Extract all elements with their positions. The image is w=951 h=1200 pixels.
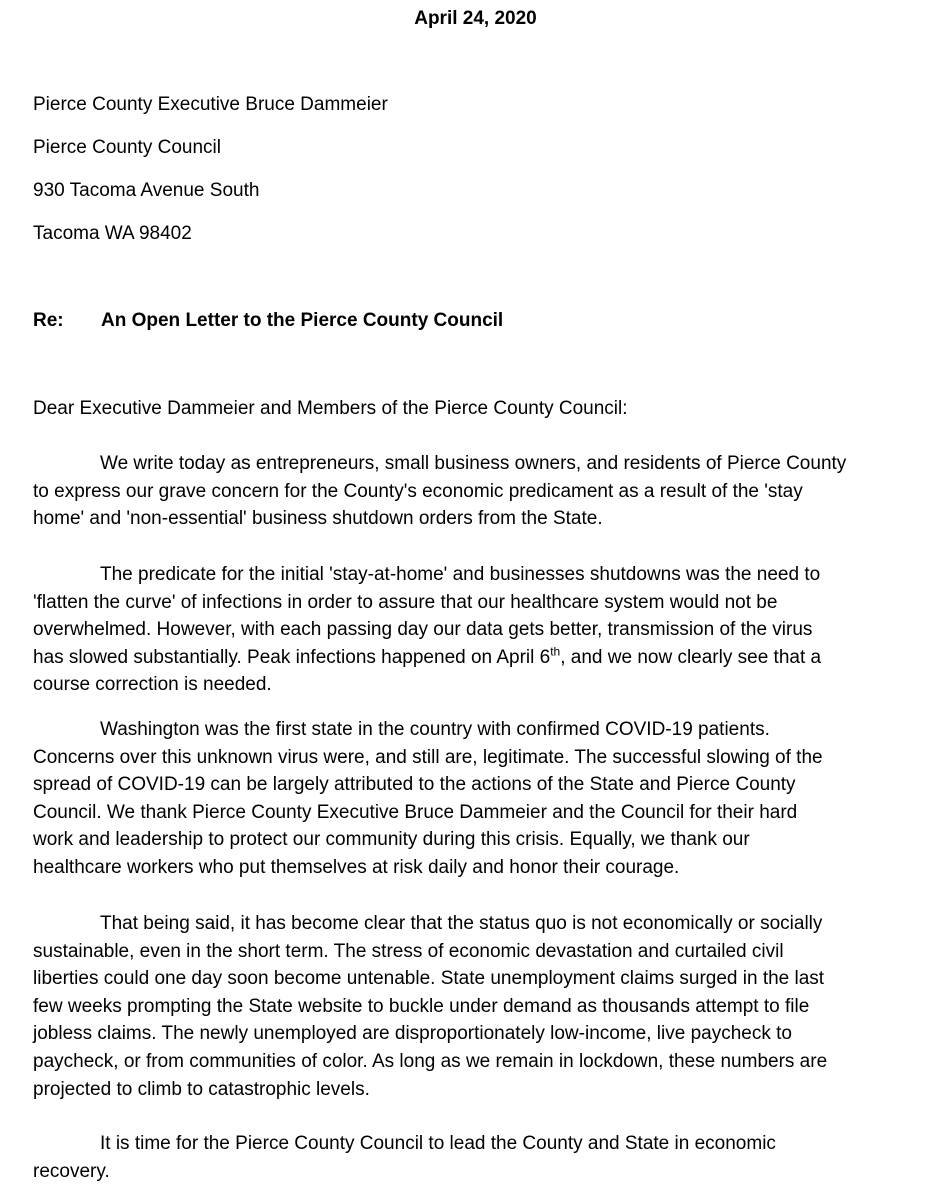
address-line-1: Pierce County Executive Bruce Dammeier	[33, 94, 388, 115]
address-line-4: Tacoma WA 98402	[33, 223, 192, 244]
paragraph-2-superscript: th	[550, 644, 561, 659]
paragraph-3: Washington was the first state in the country with confirmed COVID-19 patients. Concerns over this unknown virus were, and still are, legitimate. The successful slowing of the spread of COVID-19 can be largely attributed to the actions of the State and Pierce County Council. We thank Pierce County Executive Bruce Dammeier and the Council for their hard work and leadership to protect our community during this crisis. Equally, we thank our healthcare workers who put themselves at risk daily and honor their courage.	[33, 719, 823, 878]
address-line-2: Pierce County Council	[33, 137, 221, 158]
paragraph-1: We write today as entrepreneurs, small business owners, and residents of Pierce County to express our grave concern for the County's economic predicament as a result of the 'stay home' and 'non-essential' business shutdown orders from the State.	[33, 453, 847, 530]
paragraph-5: It is time for the Pierce County Council to lead the County and State in economic recovery.	[33, 1133, 776, 1182]
paragraph-2	[33, 561, 913, 699]
letter-date: April 24, 2020	[414, 8, 537, 29]
address-line-3: 930 Tacoma Avenue South	[33, 180, 260, 201]
salutation: Dear Executive Dammeier and Members of the Pierce County Council:	[33, 398, 628, 419]
paragraph-2-text-after: , and we now clearly see that a course correction is needed.	[33, 646, 822, 696]
paragraph-2-text-before: The predicate for the initial 'stay-at-home' and businesses shutdowns was the need to 'flatten the curve' of infections in order to assure that our healthcare system would not be overwhelmed. However, with each passing day our data gets better, transmission of the virus has slowed substantially. Peak infections happened on April 6	[33, 564, 821, 668]
re-subject: An Open Letter to the Pierce County Council	[101, 310, 504, 331]
re-label: Re:	[33, 310, 64, 331]
paragraph-4: That being said, it has become clear that the status quo is not economically or socially sustainable, even in the short term. The stress of economic devastation and curtailed civil liberties could one day soon become untenable. State unemployment claims surged in the last few weeks prompting the State website to buckle under demand as thousands attempt to file jobless claims. The newly unemployed are disproportionately low-income, live paycheck to paycheck, or from communities of color. As long as we remain in lockdown, these numbers are projected to climb to catastrophic levels.	[33, 913, 828, 1100]
re-line	[33, 308, 503, 334]
